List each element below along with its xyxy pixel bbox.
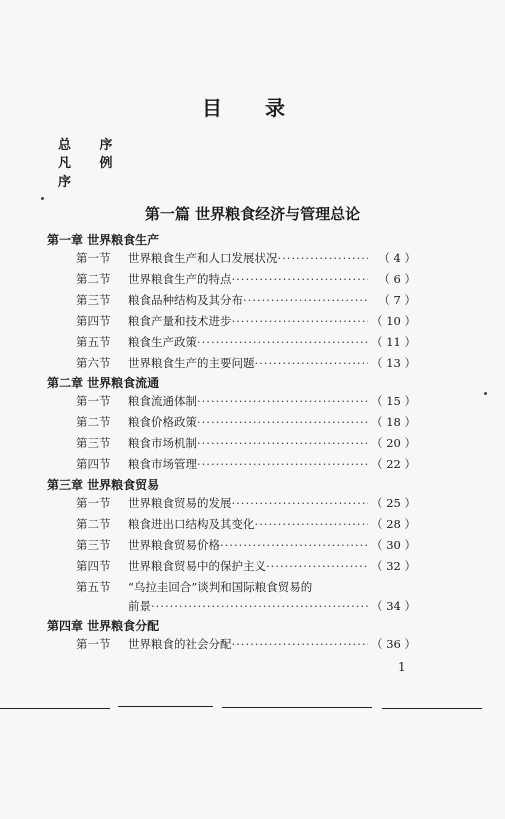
chapter-heading: 第四章 世界粮食分配 bbox=[47, 619, 160, 633]
toc-entry bbox=[76, 537, 416, 553]
page-number: （ 18 ） bbox=[371, 415, 416, 429]
toc-entry bbox=[76, 250, 416, 266]
section-title: 世界粮食的社会分配 bbox=[128, 637, 232, 651]
page-number: （ 15 ） bbox=[371, 394, 416, 408]
leader-dots bbox=[220, 538, 368, 552]
toc-entry bbox=[76, 435, 416, 451]
page-number: （ 11 ） bbox=[371, 335, 416, 349]
section-title: 粮食产量和技术进步 bbox=[128, 314, 232, 328]
section-title: “乌拉圭回合”谈判和国际粮食贸易的 bbox=[128, 580, 313, 594]
toc-entry bbox=[76, 355, 416, 371]
front-matter-preface: 总 序 bbox=[58, 138, 125, 153]
chapter-heading: 第二章 世界粮食流通 bbox=[47, 376, 160, 390]
leader-dots bbox=[266, 559, 368, 573]
toc-title: 目 录 bbox=[202, 96, 303, 120]
toc-entry bbox=[76, 313, 416, 329]
section-title: 粮食进出口结构及其变化 bbox=[128, 517, 255, 531]
toc-entry bbox=[76, 271, 416, 287]
section-number: 第四节 bbox=[76, 559, 111, 573]
page-number: （ 32 ） bbox=[371, 559, 416, 573]
leader-dots bbox=[255, 356, 369, 370]
section-title: 世界粮食贸易中的保护主义 bbox=[128, 559, 266, 573]
section-number: 第三节 bbox=[76, 293, 111, 307]
page-number: （ 28 ） bbox=[371, 517, 416, 531]
page-number: （ 34 ） bbox=[371, 599, 416, 613]
toc-entry bbox=[76, 636, 416, 652]
toc-entry bbox=[76, 558, 416, 574]
page-folio: 1 bbox=[398, 660, 406, 674]
toc-entry bbox=[76, 495, 416, 511]
section-title: 世界粮食生产的特点 bbox=[128, 272, 232, 286]
section-title: 粮食市场管理 bbox=[128, 457, 197, 471]
scan-rule bbox=[382, 708, 482, 709]
front-matter-notes: 凡 例 bbox=[58, 156, 125, 171]
page-number: （ 13 ） bbox=[371, 356, 416, 370]
leader-dots bbox=[197, 436, 368, 450]
toc-entry bbox=[76, 516, 416, 532]
section-title: 粮食流通体制 bbox=[128, 394, 197, 408]
leader-dots bbox=[243, 293, 368, 307]
part-title: 第一篇 世界粮食经济与管理总论 bbox=[144, 205, 361, 223]
section-title: 粮食市场机制 bbox=[128, 436, 197, 450]
scan-rule bbox=[0, 708, 110, 709]
toc-entry-continuation bbox=[128, 598, 416, 614]
page-number: （ 22 ） bbox=[371, 457, 416, 471]
section-title: 粮食价格政策 bbox=[128, 415, 197, 429]
leader-dots bbox=[197, 394, 368, 408]
section-number: 第二节 bbox=[76, 272, 111, 286]
page-number: （ 25 ） bbox=[371, 496, 416, 510]
section-title: 世界粮食贸易价格 bbox=[128, 538, 220, 552]
scan-rule bbox=[222, 707, 372, 708]
section-number: 第二节 bbox=[76, 517, 111, 531]
page-number: （ 4 ） bbox=[378, 251, 416, 265]
leader-dots bbox=[278, 251, 369, 265]
section-title: 世界粮食生产的主要问题 bbox=[128, 356, 255, 370]
section-number: 第五节 bbox=[76, 335, 111, 349]
page-number: （ 10 ） bbox=[371, 314, 416, 328]
leader-dots bbox=[197, 415, 368, 429]
leader-dots bbox=[197, 457, 368, 471]
toc-entry bbox=[76, 456, 416, 472]
section-title-continued: 前景 bbox=[128, 599, 151, 613]
section-number: 第四节 bbox=[76, 457, 111, 471]
toc-entry bbox=[76, 393, 416, 409]
section-title: 世界粮食贸易的发展 bbox=[128, 496, 232, 510]
page-number: （ 30 ） bbox=[371, 538, 416, 552]
section-number: 第二节 bbox=[76, 415, 111, 429]
page-number: （ 36 ） bbox=[371, 637, 416, 651]
toc-entry bbox=[76, 334, 416, 350]
section-number: 第三节 bbox=[76, 436, 111, 450]
leader-dots bbox=[197, 335, 368, 349]
scan-speck bbox=[41, 197, 44, 200]
chapter-heading: 第三章 世界粮食贸易 bbox=[47, 478, 160, 492]
section-number: 第四节 bbox=[76, 314, 111, 328]
scan-speck bbox=[484, 392, 487, 395]
leader-dots bbox=[232, 314, 369, 328]
page-number: （ 20 ） bbox=[371, 436, 416, 450]
page-number: （ 6 ） bbox=[378, 272, 416, 286]
section-title: 粮食品种结构及其分布 bbox=[128, 293, 243, 307]
toc-entry bbox=[76, 292, 416, 308]
scan-rule bbox=[118, 706, 213, 707]
section-number: 第一节 bbox=[76, 496, 111, 510]
toc-entry bbox=[76, 414, 416, 430]
section-title: 粮食生产政策 bbox=[128, 335, 197, 349]
leader-dots bbox=[151, 599, 368, 613]
section-number: 第三节 bbox=[76, 538, 111, 552]
leader-dots bbox=[255, 517, 369, 531]
leader-dots bbox=[232, 496, 369, 510]
section-number: 第一节 bbox=[76, 394, 111, 408]
leader-dots bbox=[232, 272, 369, 286]
toc-entry bbox=[76, 579, 416, 595]
section-number: 第六节 bbox=[76, 356, 111, 370]
chapter-heading: 第一章 世界粮食生产 bbox=[47, 233, 160, 247]
page-number: （ 7 ） bbox=[378, 293, 416, 307]
section-number: 第一节 bbox=[76, 251, 111, 265]
section-number: 第五节 bbox=[76, 580, 111, 594]
section-number: 第一节 bbox=[76, 637, 111, 651]
leader-dots bbox=[232, 637, 369, 651]
front-matter-foreword: 序 bbox=[58, 175, 84, 190]
section-title: 世界粮食生产和人口发展状况 bbox=[128, 251, 278, 265]
